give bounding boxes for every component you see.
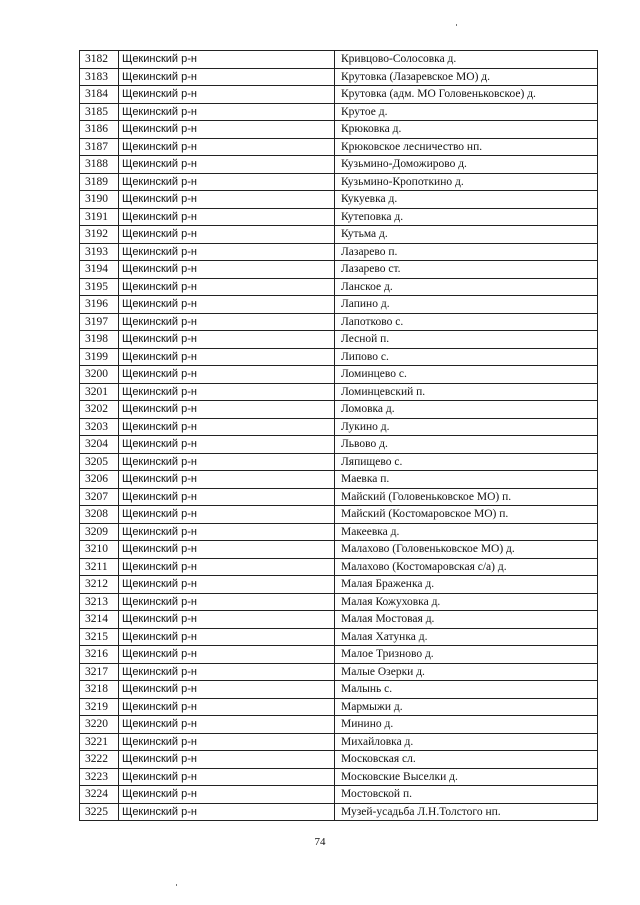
- settlement-cell: Ломовка д.: [335, 401, 598, 419]
- row-number-cell: 3214: [80, 611, 119, 629]
- table-row: [80, 261, 598, 279]
- row-number-cell: 3222: [80, 751, 119, 769]
- row-number-cell: 3182: [80, 51, 119, 69]
- settlement-cell: Малая Хатунка д.: [335, 628, 598, 646]
- row-number-cell: 3216: [80, 646, 119, 664]
- table-row: [80, 803, 598, 821]
- district-cell: Щекинский р-н: [119, 768, 335, 786]
- row-number-cell: 3198: [80, 331, 119, 349]
- district-cell: Щекинский р-н: [119, 226, 335, 244]
- settlement-cell: Московские Выселки д.: [335, 768, 598, 786]
- settlement-cell: Кутеповка д.: [335, 208, 598, 226]
- district-cell: Щекинский р-н: [119, 156, 335, 174]
- table-row: [80, 681, 598, 699]
- row-number-cell: 3223: [80, 768, 119, 786]
- settlement-cell: Лапино д.: [335, 296, 598, 314]
- settlement-cell: Крюковское лесничество нп.: [335, 138, 598, 156]
- district-cell: Щекинский р-н: [119, 296, 335, 314]
- district-cell: Щекинский р-н: [119, 383, 335, 401]
- district-cell: Щекинский р-н: [119, 418, 335, 436]
- table-row: [80, 716, 598, 734]
- settlement-cell: Ланское д.: [335, 278, 598, 296]
- table-row: [80, 138, 598, 156]
- row-number-cell: 3210: [80, 541, 119, 559]
- table-row: [80, 786, 598, 804]
- settlement-cell: Липово с.: [335, 348, 598, 366]
- row-number-cell: 3202: [80, 401, 119, 419]
- table-row: [80, 51, 598, 69]
- settlement-cell: Майский (Головеньковское МО) п.: [335, 488, 598, 506]
- table-row: [80, 611, 598, 629]
- row-number-cell: 3203: [80, 418, 119, 436]
- table-row: [80, 226, 598, 244]
- row-number-cell: 3224: [80, 786, 119, 804]
- page-number: 74: [314, 836, 326, 848]
- row-number-cell: 3209: [80, 523, 119, 541]
- settlement-cell: Лукино д.: [335, 418, 598, 436]
- table-row: [80, 243, 598, 261]
- row-number-cell: 3219: [80, 698, 119, 716]
- settlement-cell: Лазарево п.: [335, 243, 598, 261]
- district-cell: Щекинский р-н: [119, 278, 335, 296]
- settlement-cell: Кузьмино-Доможирово д.: [335, 156, 598, 174]
- settlement-cell: Кутьма д.: [335, 226, 598, 244]
- district-cell: Щекинский р-н: [119, 576, 335, 594]
- row-number-cell: 3184: [80, 86, 119, 104]
- row-number-cell: 3186: [80, 121, 119, 139]
- table-row: [80, 208, 598, 226]
- table-row: [80, 173, 598, 191]
- row-number-cell: 3192: [80, 226, 119, 244]
- settlements-table: [79, 50, 598, 821]
- row-number-cell: 3196: [80, 296, 119, 314]
- table-row: [80, 156, 598, 174]
- settlement-cell: Макеевка д.: [335, 523, 598, 541]
- table-row: [80, 646, 598, 664]
- table-row: [80, 313, 598, 331]
- settlement-cell: Кривцово-Солосовка д.: [335, 51, 598, 69]
- settlement-cell: Ломинцево с.: [335, 366, 598, 384]
- row-number-cell: 3200: [80, 366, 119, 384]
- row-number-cell: 3221: [80, 733, 119, 751]
- row-number-cell: 3185: [80, 103, 119, 121]
- district-cell: Щекинский р-н: [119, 786, 335, 804]
- settlement-cell: Малахово (Головеньковское МО) д.: [335, 541, 598, 559]
- settlement-cell: Малая Мостовая д.: [335, 611, 598, 629]
- scan-speck: [176, 884, 177, 886]
- settlement-cell: Маевка п.: [335, 471, 598, 489]
- settlement-cell: Кукуевка д.: [335, 191, 598, 209]
- district-cell: Щекинский р-н: [119, 681, 335, 699]
- district-cell: Щекинский р-н: [119, 191, 335, 209]
- district-cell: Щекинский р-н: [119, 523, 335, 541]
- row-number-cell: 3188: [80, 156, 119, 174]
- row-number-cell: 3220: [80, 716, 119, 734]
- settlement-cell: Львово д.: [335, 436, 598, 454]
- settlement-cell: Лесной п.: [335, 331, 598, 349]
- settlement-cell: Музей-усадьба Л.Н.Толстого нп.: [335, 803, 598, 821]
- settlement-cell: Крюковка д.: [335, 121, 598, 139]
- district-cell: Щекинский р-н: [119, 558, 335, 576]
- table-row: [80, 331, 598, 349]
- row-number-cell: 3194: [80, 261, 119, 279]
- table-row: [80, 751, 598, 769]
- row-number-cell: 3225: [80, 803, 119, 821]
- district-cell: Щекинский р-н: [119, 611, 335, 629]
- table-body: [80, 51, 598, 821]
- district-cell: Щекинский р-н: [119, 51, 335, 69]
- settlement-cell: Ляпищево с.: [335, 453, 598, 471]
- table-row: [80, 191, 598, 209]
- settlement-cell: Малая Кожуховка д.: [335, 593, 598, 611]
- row-number-cell: 3191: [80, 208, 119, 226]
- table-row: [80, 488, 598, 506]
- district-cell: Щекинский р-н: [119, 488, 335, 506]
- district-cell: Щекинский р-н: [119, 541, 335, 559]
- table-row: [80, 278, 598, 296]
- settlement-cell: Крутовка (Лазаревское МО) д.: [335, 68, 598, 86]
- district-cell: Щекинский р-н: [119, 86, 335, 104]
- district-cell: Щекинский р-н: [119, 716, 335, 734]
- table-row: [80, 506, 598, 524]
- settlement-cell: Кузьмино-Кропоткино д.: [335, 173, 598, 191]
- settlement-cell: Малая Браженка д.: [335, 576, 598, 594]
- district-cell: Щекинский р-н: [119, 436, 335, 454]
- district-cell: Щекинский р-н: [119, 663, 335, 681]
- row-number-cell: 3215: [80, 628, 119, 646]
- row-number-cell: 3189: [80, 173, 119, 191]
- district-cell: Щекинский р-н: [119, 506, 335, 524]
- district-cell: Щекинский р-н: [119, 138, 335, 156]
- table-row: [80, 558, 598, 576]
- table-row: [80, 768, 598, 786]
- table-row: [80, 593, 598, 611]
- row-number-cell: 3212: [80, 576, 119, 594]
- table-row: [80, 348, 598, 366]
- district-cell: Щекинский р-н: [119, 646, 335, 664]
- table-row: [80, 698, 598, 716]
- district-cell: Щекинский р-н: [119, 401, 335, 419]
- table-row: [80, 68, 598, 86]
- district-cell: Щекинский р-н: [119, 208, 335, 226]
- row-number-cell: 3217: [80, 663, 119, 681]
- table-row: [80, 418, 598, 436]
- settlement-cell: Крутое д.: [335, 103, 598, 121]
- settlement-cell: Малое Тризново д.: [335, 646, 598, 664]
- row-number-cell: 3187: [80, 138, 119, 156]
- table-row: [80, 453, 598, 471]
- table-row: [80, 103, 598, 121]
- district-cell: Щекинский р-н: [119, 261, 335, 279]
- district-cell: Щекинский р-н: [119, 593, 335, 611]
- settlement-cell: Лапотково с.: [335, 313, 598, 331]
- settlement-cell: Малынь с.: [335, 681, 598, 699]
- table-row: [80, 401, 598, 419]
- settlement-cell: Мармыжи д.: [335, 698, 598, 716]
- table-row: [80, 436, 598, 454]
- settlement-cell: Майский (Костомаровское МО) п.: [335, 506, 598, 524]
- scan-speck: [456, 24, 457, 26]
- table-row: [80, 296, 598, 314]
- table-row: [80, 733, 598, 751]
- district-cell: Щекинский р-н: [119, 243, 335, 261]
- settlement-cell: Минино д.: [335, 716, 598, 734]
- district-cell: Щекинский р-н: [119, 751, 335, 769]
- district-cell: Щекинский р-н: [119, 453, 335, 471]
- row-number-cell: 3183: [80, 68, 119, 86]
- settlement-cell: Ломинцевский п.: [335, 383, 598, 401]
- settlement-cell: Малые Озерки д.: [335, 663, 598, 681]
- district-cell: Щекинский р-н: [119, 68, 335, 86]
- row-number-cell: 3201: [80, 383, 119, 401]
- table-row: [80, 471, 598, 489]
- settlement-cell: Малахово (Костомаровская с/а) д.: [335, 558, 598, 576]
- table-row: [80, 663, 598, 681]
- table-row: [80, 383, 598, 401]
- district-cell: Щекинский р-н: [119, 471, 335, 489]
- row-number-cell: 3211: [80, 558, 119, 576]
- district-cell: Щекинский р-н: [119, 628, 335, 646]
- row-number-cell: 3190: [80, 191, 119, 209]
- district-cell: Щекинский р-н: [119, 103, 335, 121]
- row-number-cell: 3218: [80, 681, 119, 699]
- settlement-cell: Михайловка д.: [335, 733, 598, 751]
- table-row: [80, 541, 598, 559]
- table-row: [80, 576, 598, 594]
- table-row: [80, 121, 598, 139]
- district-cell: Щекинский р-н: [119, 173, 335, 191]
- row-number-cell: 3207: [80, 488, 119, 506]
- district-cell: Щекинский р-н: [119, 803, 335, 821]
- row-number-cell: 3213: [80, 593, 119, 611]
- row-number-cell: 3197: [80, 313, 119, 331]
- district-cell: Щекинский р-н: [119, 331, 335, 349]
- row-number-cell: 3208: [80, 506, 119, 524]
- row-number-cell: 3205: [80, 453, 119, 471]
- settlement-cell: Московская сл.: [335, 751, 598, 769]
- table-row: [80, 366, 598, 384]
- district-cell: Щекинский р-н: [119, 698, 335, 716]
- row-number-cell: 3204: [80, 436, 119, 454]
- district-cell: Щекинский р-н: [119, 366, 335, 384]
- row-number-cell: 3195: [80, 278, 119, 296]
- row-number-cell: 3199: [80, 348, 119, 366]
- settlement-cell: Крутовка (адм. МО Головеньковское) д.: [335, 86, 598, 104]
- row-number-cell: 3206: [80, 471, 119, 489]
- district-cell: Щекинский р-н: [119, 733, 335, 751]
- district-cell: Щекинский р-н: [119, 313, 335, 331]
- settlement-cell: Лазарево ст.: [335, 261, 598, 279]
- settlement-cell: Мостовской п.: [335, 786, 598, 804]
- table-row: [80, 523, 598, 541]
- table-row: [80, 86, 598, 104]
- district-cell: Щекинский р-н: [119, 348, 335, 366]
- row-number-cell: 3193: [80, 243, 119, 261]
- table-row: [80, 628, 598, 646]
- district-cell: Щекинский р-н: [119, 121, 335, 139]
